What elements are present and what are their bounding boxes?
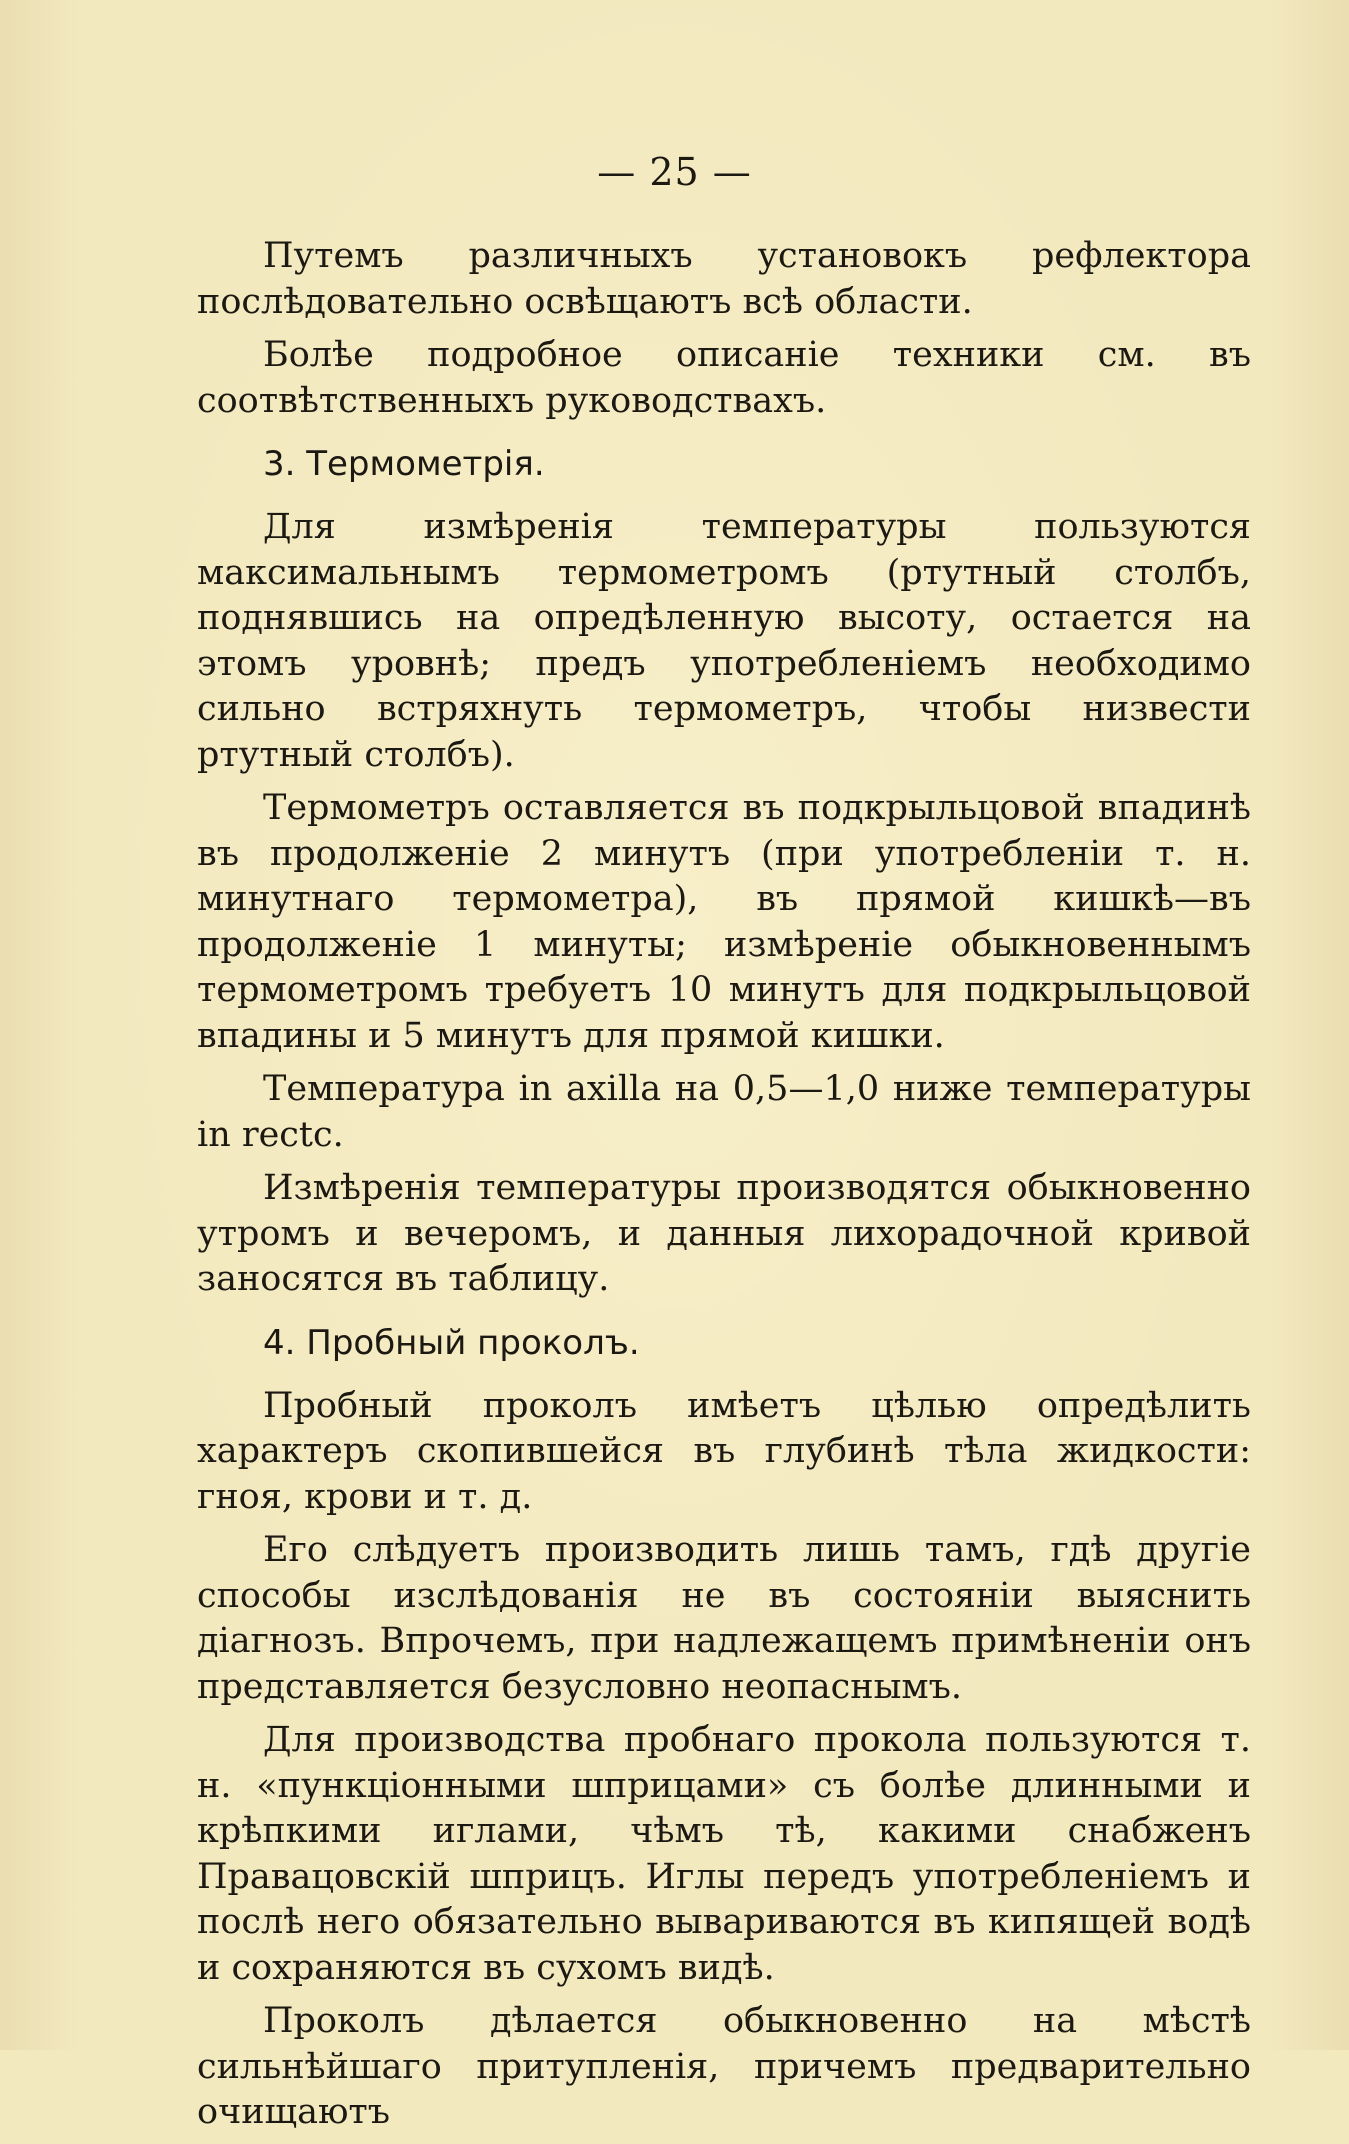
paragraph: Болѣе подробное описаніе техники см. въ соотвѣтственныхъ руководствахъ. [197, 335, 1251, 421]
paragraph: Пробный проколъ имѣетъ цѣлью опредѣлить характеръ скопившейся въ глубинѣ тѣла жидкости: гноя, крови и т. д. [197, 1385, 1251, 1517]
page-number: — 25 — [597, 150, 752, 194]
paragraph: Для производства пробнаго прокола пользуются т. н. «пункціонными шприцами» съ болѣе длинными и крѣпкими иглами, чѣмъ тѣ, какими снабженъ Правацовскій шприцъ. Иглы передъ употребленіемъ и послѣ него обязательно вывариваются въ кипящей водѣ и сохраняются въ сухомъ видѣ. [197, 1720, 1251, 1988]
section-heading-test-puncture: 4. Пробный проколъ. [263, 1322, 640, 1363]
paragraph: Его слѣдуетъ производить лишь тамъ, гдѣ другіе способы изслѣдованія не въ состояніи выяснить діагнозъ. Впрочемъ, при надлежащемъ примѣненіи онъ представляется безусловно неопаснымъ. [197, 1530, 1251, 1707]
paragraph: Путемъ различныхъ установокъ рефлектора послѣдовательно освѣщаютъ всѣ области. [197, 236, 1251, 322]
paragraph: Для измѣренія температуры пользуются максимальнымъ термометромъ (ртутный столбъ, поднявшись на опредѣленную высоту, остается на этомъ уровнѣ; предъ употребленіемъ необходимо сильно встряхнуть термометръ, чтобы низвести ртутный столбъ). [197, 507, 1251, 775]
paragraph: Измѣренія температуры производятся обыкновенно утромъ и вечеромъ, и данныя лихорадочной кривой заносятся въ таблицу. [197, 1168, 1251, 1299]
section-heading-thermometry: 3. Термометрія. [263, 444, 545, 484]
body-text [197, 234, 1251, 2144]
paragraph: Термометръ оставляется въ подкрыльцовой впадинѣ въ продолженіе 2 минутъ (при употребленіи т. н. минутнаго термометра), въ прямой кишкѣ—въ продолженіе 1 минуты; измѣреніе обыкновеннымъ термометромъ требуетъ 10 минутъ для подкрыльцовой впадины и 5 минутъ для прямой кишки. [197, 788, 1251, 1056]
paragraph: Температура in axilla на 0,5—1,0 ниже температуры in rectc. [197, 1069, 1251, 1155]
paragraph: Проколъ дѣлается обыкновенно на мѣстѣ сильнѣйшаго притупленія, причемъ предварительно очищаютъ [197, 2001, 1251, 2132]
